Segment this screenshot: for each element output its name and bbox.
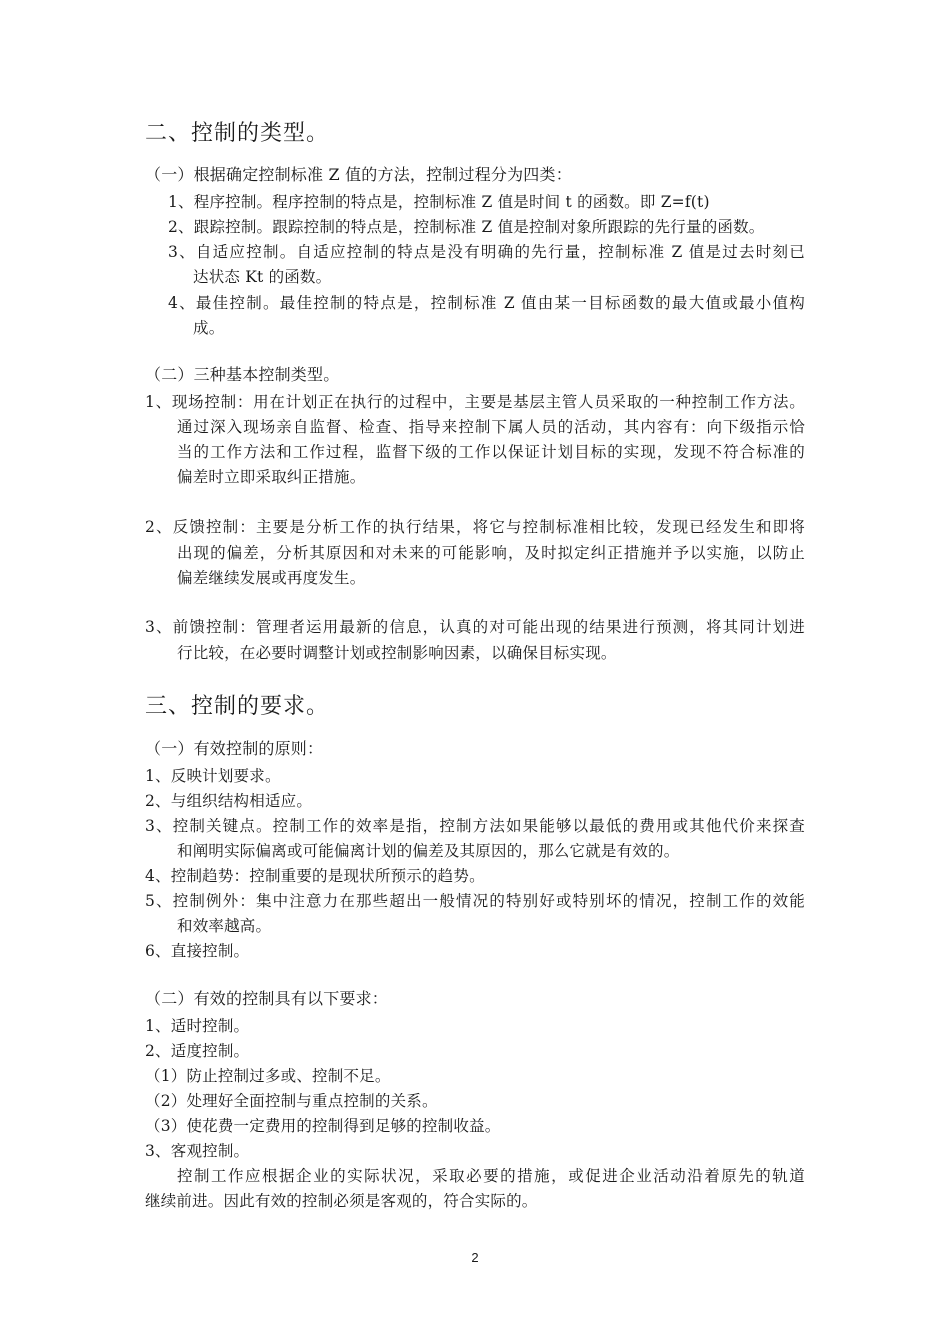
list-item: 2、适度控制。	[145, 1042, 250, 1060]
section-3-sub2-heading: （二）有效的控制具有以下要求：	[145, 989, 389, 1008]
list-item: 1、适时控制。	[145, 1017, 250, 1035]
list-item-continuation: 达状态 Kt 的函数。	[193, 268, 332, 286]
paragraph-line: 偏差时立即采取纠正措施。	[177, 468, 366, 486]
list-item-continuation: 和效率越高。	[177, 917, 272, 935]
list-item: 1、反映计划要求。	[145, 767, 281, 785]
list-item: 1、程序控制。程序控制的特点是，控制标准 Z 值是时间 t 的函数。即 Z=f(t)	[168, 193, 710, 211]
paragraph-line: 继续前进。因此有效的控制必须是客观的，符合实际的。	[145, 1192, 538, 1210]
section-2-title: 二、控制的类型。	[145, 121, 330, 146]
section-2-sub1-heading: （一）根据确定控制标准 Z 值的方法，控制过程分为四类：	[145, 165, 572, 184]
paragraph-line: 偏差继续发展或再度发生。	[177, 569, 366, 587]
paragraph-line: 1、现场控制：用在计划正在执行的过程中，主要是基层主管人员采取的一种控制工作方法。	[145, 393, 805, 411]
list-item: 3、客观控制。	[145, 1142, 250, 1160]
list-item: （2）处理好全面控制与重点控制的关系。	[145, 1092, 438, 1110]
paragraph-line: 通过深入现场亲自监督、检查、指导来控制下属人员的活动，其内容有：向下级指示恰	[177, 418, 805, 436]
section-2-sub2-heading: （二）三种基本控制类型。	[145, 365, 340, 384]
paragraph-line: 当的工作方法和工作过程，监督下级的工作以保证计划目标的实现，发现不符合标准的	[177, 443, 805, 461]
list-item: 3、自适应控制。自适应控制的特点是没有明确的先行量，控制标准 Z 值是过去时刻已	[168, 243, 805, 261]
list-item: 2、跟踪控制。跟踪控制的特点是，控制标准 Z 值是控制对象所跟踪的先行量的函数。	[168, 218, 765, 236]
list-item: 3、控制关键点。控制工作的效率是指，控制方法如果能够以最低的费用或其他代价来探查	[145, 817, 805, 835]
list-item: 5、控制例外：集中注意力在那些超出一般情况的特别好或特别坏的情况，控制工作的效能	[145, 892, 805, 910]
section-3-sub1-heading: （一）有效控制的原则：	[145, 739, 324, 758]
paragraph-line: 行比较，在必要时调整计划或控制影响因素，以确保目标实现。	[177, 644, 617, 662]
list-item: 4、最佳控制。最佳控制的特点是，控制标准 Z 值由某一目标函数的最大值或最小值构	[168, 294, 805, 312]
list-item: （1）防止控制过多或、控制不足。	[145, 1067, 391, 1085]
paragraph-line: 2、反馈控制：主要是分析工作的执行结果，将它与控制标准相比较，发现已经发生和即将	[145, 518, 805, 536]
list-item: 4、控制趋势：控制重要的是现状所预示的趋势。	[145, 867, 485, 885]
list-item: （3）使花费一定费用的控制得到足够的控制收益。	[145, 1117, 501, 1135]
paragraph-line: 3、前馈控制：管理者运用最新的信息，认真的对可能出现的结果进行预测，将其同计划进	[145, 618, 805, 636]
list-item-continuation: 和阐明实际偏离或可能偏离计划的偏差及其原因的，那么它就是有效的。	[177, 842, 680, 860]
section-3-title: 三、控制的要求。	[145, 694, 330, 719]
paragraph-line: 控制工作应根据企业的实际状况，采取必要的措施，或促进企业活动沿着原先的轨道	[177, 1167, 805, 1185]
list-item-continuation: 成。	[193, 319, 225, 337]
list-item: 6、直接控制。	[145, 942, 250, 960]
list-item: 2、与组织结构相适应。	[145, 792, 313, 810]
page-number: 2	[471, 1250, 479, 1265]
paragraph-line: 出现的偏差，分析其原因和对未来的可能影响，及时拟定纠正措施并予以实施，以防止	[177, 544, 805, 562]
